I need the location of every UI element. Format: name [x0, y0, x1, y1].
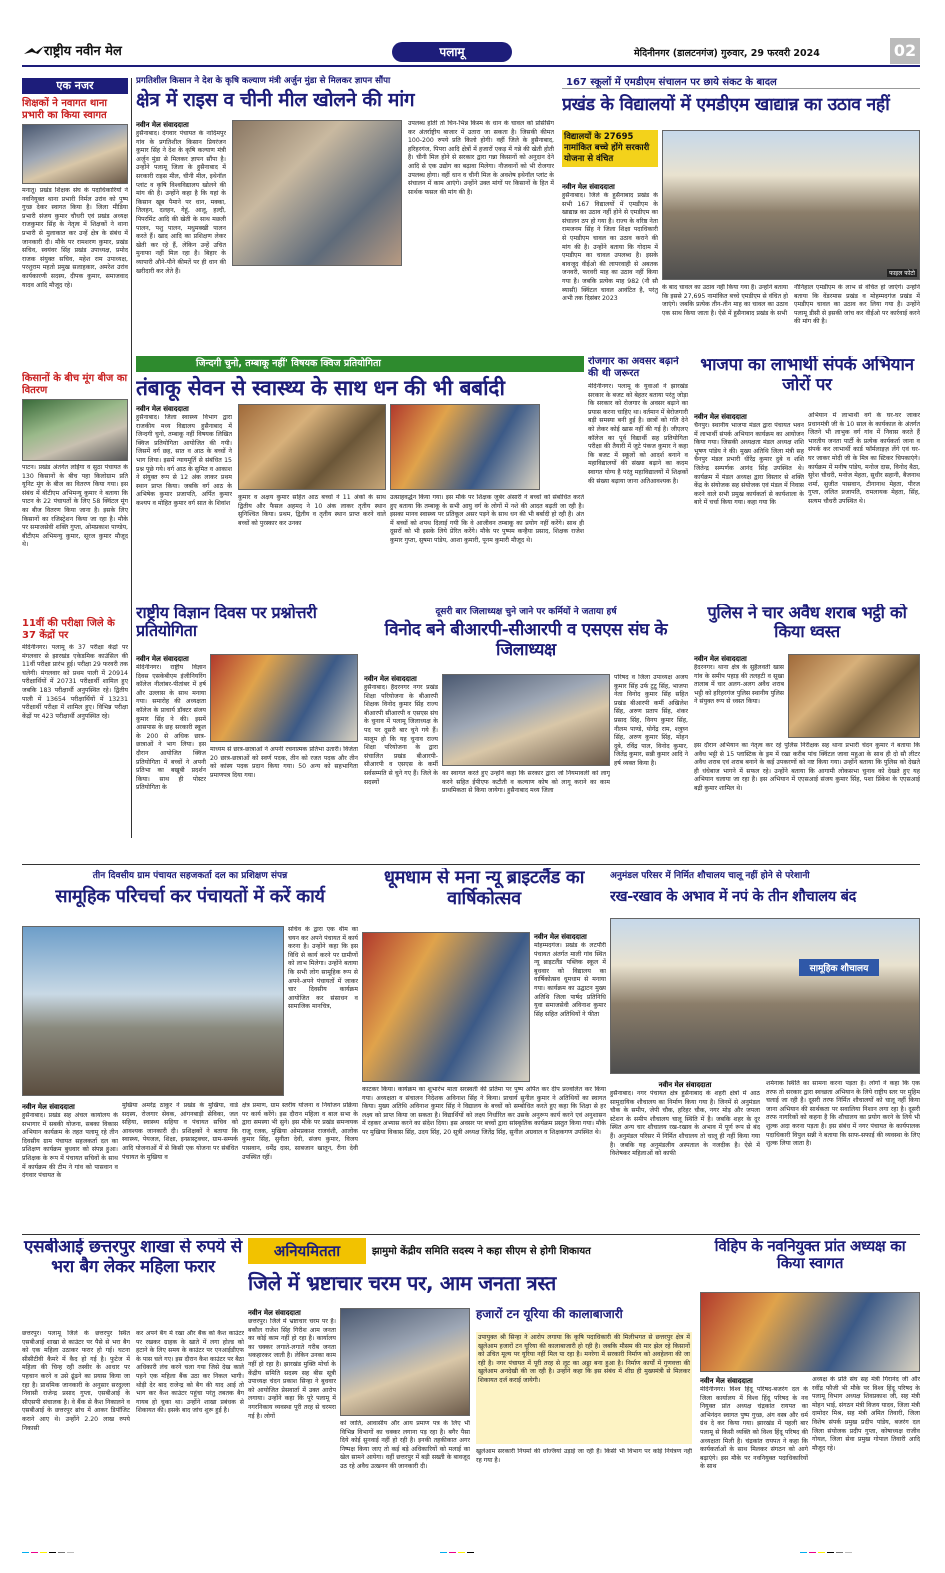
kisan-body-a-cont — [232, 270, 402, 344]
kisan-kicker: प्रगतिशील किसान ने देश के कृषि कल्याण मंत्री अर्जुन मुंडा से मिलकर ज्ञापन सौंपा — [136, 76, 391, 86]
tobacco-reporter: नवीन मेल संवाददाता — [136, 405, 189, 413]
tobacco-body-a: हुसैनाबाद। जिला स्वास्थ्य विभाग द्वारा राजकीय मध्य विद्यालय हुसैनाबाद में जिन्दगी चुनो, तम्बाकू नहीं विषयक लिखित क्विज प्रतियोगिता आयोजित की गयी। जिसमें वर्ग छह, सात व आठ के बच्चों ने भाग लिया। इसमें न्यायमूर्ति से संबंधित 15 प्रश्न पूछे गये। वर्ग आठ के सुमित व आकाश ने संयुक्त रूप से 12 अंक लाकर प्रथम स्थान प्राप्त किया। जबकि वर्ग आठ के अभिषेक कुमार प्रजापति, अर्पित कुमार कश्यप व मोहित कुमार वर्ग सात के शिवांश — [136, 414, 232, 507]
toilet-story — [610, 868, 920, 1232]
police-headline: पुलिस ने चार अवैध शराब भट्ठी को किया ध्वस्त — [707, 604, 907, 641]
registration-bar-right — [800, 1544, 920, 1553]
mdm-body-c: नौनिहाल एमडीएम के लाभ से वंचित हो जाएंगे। उन्होंने बताया कि वेंडरमास प्रखंड व मोहम्मदगंज प्रखंड में एमडीएम चावल का उठाव कर लिया गया है। उन्होंने पलामू डीसी से इसकी जांच कर वीईओ पर कार्रवाई करने की मांग की है। — [794, 284, 920, 326]
bjp-reporter: नवीन मेल संवाददाता — [694, 413, 747, 421]
brp-reporter: नवीन मेल संवाददाता — [364, 675, 417, 683]
police-reporter: नवीन मेल संवाददाता — [694, 655, 747, 663]
section-rule-2 — [22, 1234, 920, 1235]
science-photo — [210, 654, 358, 742]
registration-bar-center — [440, 1544, 510, 1553]
bjp-body-a: चैनपुर। स्थानीय भाजपा मंडल द्वारा पंचायत भवन में लाभार्थी संपर्क अभियान कार्यक्रम का आयोजन किया गया। जिसकी अध्यक्षता मंडल अध्यक्ष शशि भूषण पांडेय ने की। मुख्य अतिथि जिला मंत्री सह चैनपुर मंडल प्रभारी धीरेंद्र कुमार दुबे व शशि जितेन्द्र सम्पर्णक आनंद सिंह उपस्थित थे। कार्यक्रम में मंडल अध्यक्ष द्वारा विस्तार से शक्ति केंद्र के संयोजक सह संयोजक एवं मंडल में निवास करने वाले सभी प्रमुख कार्यकर्ता से कार्यशाला के बारे में चर्चा किया गया। कहा गया कि — [694, 422, 804, 507]
employment-story — [588, 356, 688, 600]
corruption-reporter: नवीन मेल संवाददाता — [248, 1309, 301, 1317]
left-story1-body: मनातू। प्रखंड शिक्षक संघ के पदाधिकारियों ने नवनियुक्त थाना प्रभारी निर्मल उरांव को पुष्प गुच्छ देकर स्वागत किया है। जिला मीडिया प्रभारी संजय कुमार चौधरी एवं प्रखंड अध्यक्ष राजकुमार सिंह के नेतृत्व में शिक्षकों ने थाना प्रभारी से मुलाकात कर उन्हें क्षेत्र के संबंध में जानकारी दी। मौके पर रामशरण कुमार, प्रखंड सचिव, स्वयंवर सिंह प्रखंड उपाध्यक्ष, प्रमोद राजक संयुक्त सचिव, महेश राम उपाध्यक्ष, परशुराम महतो प्रमुख सलाहकार, अमरेश उरांव कार्यकारणी सदस्य, दीपक कुमार, समाजवाद यादव आदि मौजूद रहे। — [22, 187, 128, 289]
column-rule — [131, 78, 132, 838]
vhp-photo — [700, 1292, 920, 1372]
brp-photo — [442, 674, 610, 766]
kisan-body-a: हुसैनाबाद। दंगवार पंचायत के नादिमपुर गांव के प्रगतिशील किसान प्रियरंजन कुमार सिंह ने देश के कृषि कल्याण मंत्री अर्जुन मुंडा से मिलकर ज्ञापन सौंपा है। उन्होंने पलामू जिला के हुसैनाबाद में सरकारी राइस मील, चीनी मील, इथेनॉल प्लांट व कृषि विश्वविद्यालय खोलने की मांग की है। उन्होंने कहा है कि यहां के किसान खूब पैमाने पर धान, मक्का, तिलहन, दलहन, गेहूं, आलू, हल्दी, पिपरमिंट आदि की खेती के साथ मछली पालन, पशु पालन, मधुमक्खी पालन करते हैं। खाद आदि का प्रशिक्षण लेकर खेती कर रहे हैं, लेकिन उन्हें उचित मुनाफा नहीं मिल रहा है। बिहार के व्यापारी औने-पौने कीमतें पर ही धान की खरीदारी कर लेते हैं। — [136, 130, 226, 275]
bjp-body-b: अभियान में लाभार्थी वर्ग के घर-घर जाकर प्रधानमंत्री जी के 10 साल के कार्यकाल के अंतर्गत जितने भी लाभुक वर्ग गांव में निवास करते हैं भारतीय जनता पार्टी के प्रत्येक कार्यकर्ता जाना व संपर्क कर लाभार्थी कार्ड फॉर्मलाइज़ लेंगे एवं घर-घर जाकर मोदी जी के मित्र का स्टिकर चिपकाएंगे। कार्यक्रम में मनीष पांडेय, मनोज दास, विनोद बैठा, सुरेश चौधरी, मनोज मेहता, सुधीर सहानी, बैजनाथ शर्मा, सुजीत पासवान, टीनानाथ मेहता, पीरज गुप्ता, ललित प्रजापति, रामलायक मेहता, सिंह, सत्यम चौधरी उपस्थित थे। — [808, 412, 920, 505]
vhp-reporter: नवीन मेल संवाददाता — [700, 1377, 753, 1385]
panchayat-body-b: हुसैनाबाद। प्रखंड सह अंचल कार्यालय के सभागार में सबकी योजना, सबका विकास अभियान कार्यक्रम के तहत पलामू रहे तीन दिवसीय ग्राम पंचायत सहजकर्ता दल का प्रशिक्षण कार्यक्रम बुधवार को संपन्न हुआ। प्रशिक्षक के रूप में पंचायत सचिवों के साथ में कार्यक्रम की टीम ने गांव को पासवान व दंगवार पंचायत के — [22, 1112, 118, 1180]
science-headline: राष्ट्रीय विज्ञान दिवस पर प्रश्नोत्तरी प्रतियोगिता — [136, 604, 317, 641]
mdm-story — [562, 74, 920, 352]
corruption-photo — [340, 1308, 470, 1416]
bjp-headline: भाजपा का लाभार्थी संपर्क अभियान जोरों पर — [700, 356, 914, 395]
toilet-kicker: अनुमंडल परिसर में निर्मित शौचालय चालू नहीं होने से परेशानी — [610, 871, 810, 881]
sbi-body-b: कर अपने बैग में रखा और बैंक को कैश काउंटर पर रखकर ग्राहक के खाते में लगा होल्ड को हटाने के लिए समय के काउंटर पर एनआईडीएफ के पास चले गए। इस दौरान कैश काउंटर पर बैठा अधिकारी लंच करने चला गया जिसे देख काले पहने एक महिला बैंक उठा कर निकल भागी। थोड़ी देर बाद राजेन्द्र को बैग की याद आई तो भाग कर कैश काउंटर पहुंचा परंतु तबतक बैग गायब हो चुका था। उन्होंने शाखा प्रबंधक से शिकायत की। इसके बाद जांच शुरू हुई है। — [136, 1330, 244, 1415]
mdm-headline: प्रखंड के विद्यालयों में एमडीएम खाद्यान्न का उठाव नहीं — [562, 95, 890, 115]
tobacco-headline: तंबाकू सेवन से स्वास्थ्य के साथ धन की भी बर्बादी — [136, 376, 505, 400]
police-photo — [788, 654, 920, 738]
section-rule — [22, 864, 920, 865]
sbi-story — [22, 1238, 244, 1528]
section-banner: पलामू — [392, 42, 512, 62]
brp-story — [364, 604, 688, 860]
registration-bar-left — [22, 1544, 142, 1553]
corruption-subhead: हजारों टन यूरिया की कालाबाजारी — [476, 1307, 623, 1321]
kisan-body-b: उपलब्ध होती तो चिन-भिन्न किस्म के धान के चावल को प्रोसेसिंग कर अंतर्राष्ट्रीय बाजार में उतारा जा सकता है। जिसकी कीमत 100-200 रुपये प्रति किलो होगी। वहीं जिले के हुसैनाबाद, हरिहरगंज, पिपरा आदि क्षेत्रों में हजारों एकड़ में गन्ने की खेती होती है। चीनी मिल होने से सरकार द्वारा गन्ना किसानों को अनुदान देने आदि से एक उद्योग का बढ़ावा मिलेगा। नौजवानों को भी रोजगार उपलब्ध होगा। वहीं धान व चीनी मिल के अवशेष इथेनॉल प्लांट के संचालन में काम आएंगे। उन्होंने उक्त मांगों पर किसानों के हित में सार्थक फसल की मांग की है। — [408, 120, 554, 196]
kisan-story — [136, 74, 554, 352]
corruption-body-b: को जाति, आवासीय और आय प्रमाण पत्र के लिए भी विभिन्न विभागों का चक्कर लगाना पड़ रहा है। बगैर पैसा दिये कोई सुनवाई नहीं हो रही है। इनकी तहकीकात अगर निष्पक्ष किया जाए तो कई बड़े अधिकारियों को मलाई का खेल सामने आयेगा। वहीं छत्तरपुर में बड़ी सख्ती के बावजूद उठ रहे अवैध उत्खनन की जानकारी दी। — [340, 1420, 470, 1470]
toilet-photo — [610, 918, 920, 1074]
panchayat-reporter: नवीन मेल संवाददाता — [22, 1103, 75, 1111]
vhp-story — [700, 1238, 920, 1528]
panchayat-photo — [22, 926, 284, 1096]
newbright-photo — [362, 932, 530, 1082]
panchayat-headline: सामूहिक परिचर्चा कर पंचायतों में करें कार्य — [55, 886, 325, 907]
newbright-reporter: नवीन मेल संवाददाता — [534, 933, 587, 941]
corruption-body-c: उपायुक्त श्री सिन्हा ने आरोप लगाया कि कृषि पदाधिकारी की मिलीभगत से छत्तरपुर क्षेत्र में खुलेआम हजारों टन यूरिया की कालाबाजारी हो रही है। जबकि मौसम की मार झेल रहे किसानों को उचित मूल्य पर यूरिया नहीं मिल पा रहा है। मनरेगा में सरकारी निर्माण को अवहेलना की जा रही है। नगर पंचायत में पूरी तरह से लूट का अड्डा बना हुआ है। निर्माण कार्यों में गुणवत्ता की खुलेआम अनदेखी की जा रही है। उन्होंने कहा कि इस संबंध में शीघ्र ही मुख्यमंत्री से मिलकर शिकायत दर्ज कराई जायेगी। — [476, 1332, 692, 1444]
toilet-sign: सामूहिक शौचालय — [799, 959, 879, 976]
left-story1-photo — [22, 124, 128, 184]
science-body-b: माध्यम से छात्र-छात्राओं ने अपनी रचनात्मक प्रतिभा उतारी। विजेता 20 छात्र-छात्राओं को स्वर्ण पदक, तीन को रजत पदक और तीन को कांस्य पदक प्रदान किया गया। 50 अन्य को सहभागिता प्रमाणपत्र दिया गया। — [210, 746, 358, 779]
panchayat-body-c: मुखिया अमरेंद्र ठाकुर ने प्रखंड के मुखिया, वार्ड सदस्य, रोजगार सेवक, आंगनबाड़ी सेविका, जल सहिया, स्वास्थ्य सहिया व पंचायत सचिव को आवश्यक जानकारी दी। प्रशिक्षकों ने बताया कि स्वास्थ्य, पेयजल, शिक्षा, इन्फ्रास्ट्रक्चर, ग्राम-सम्पर्क आदि योजनाओं में से किसी एक योजना पर संबंधित पंचायत के मुखिया व — [122, 1102, 238, 1161]
toilet-headline: रख-रखाव के अभाव में नपं के तीन शौचालय बंद — [610, 889, 856, 905]
newbright-headline: धूमधाम से मना न्यू ब्राइटलैंड का वार्षिकोत्सव — [383, 868, 585, 909]
toilet-body-a: हुसैनाबाद। नगर पंचायत क्षेत्र हुसैनाबाद के शहरी क्षेत्रों में आठ सामुदायिक शौचालय का निर्माण किया गया है। जिनमें से अनुमंडल चौक के समीप, जेपी चौक, हरिहर चौक, नगर मोड़ और जपला स्टेशन के समीप शौचालय चालू स्थिति में है। जबकि शहर के दूर स्थित अन्य चार शौचालय रख-रखाव के अभाव में पूर्ण रूप से बंद हैं। अनुमंडल परिसर में निर्मित शौचालय तो चालू ही नहीं किया गया है। जबकि यह अनुमंडलीय अस्पताल के नजदीक है। ऐसे में विशेषकर महिलाओं को काफी — [610, 1090, 760, 1158]
kisan-photo — [232, 120, 402, 266]
newbright-body-b: काटकर किया। कार्यक्रम का शुभारंभ माता सरस्वती की प्रतिमा पर पुष्प अर्पित कर दीप प्रज्वलित कर किया गया। अध्यक्षता व संचालन निदेशक अविनाश सिंह ने किया। प्राचार्य सुनील कुमार ने अतिथियों का स्वागत किया। मुख्य अतिथि अविनाश कुमार सिंह ने विद्यालय के बच्चों को सम्बोधित करते हुए कहा कि शिक्षा से हर लक्ष्य को प्राप्त किया जा सकता है। विद्यार्थियों को लक्ष्य निर्धारित कर उसके अनुरूप कार्य करने एवं अनुशासन में रहकर अभ्यास करने का संदेश दिया। इस अवसर पर बच्चों द्वारा सांस्कृतिक कार्यक्रम प्रस्तुत किया गया। मौके पर मुखिया विकास सिंह, उदय सिंह, 20 सूत्री अध्यक्ष जितेंद्र सिंह, सुनील अग्रवाल व शिक्षकगण उपस्थित थे। — [362, 1086, 606, 1136]
tobacco-photo-2 — [390, 404, 540, 490]
employment-headline: रोजगार का अवसर बढ़ाने की थी जरूरत — [588, 356, 679, 379]
vhp-body-a: मेदिनीनगर। विश्व हिंदू परिषद-बजरंग दल के जिला कार्यालय में विश्व हिंदू परिषद के नव नियुक्त प्रांत अध्यक्ष चंद्रकांत रायपत का अभिनंदन स्वागत पुष्प गुच्छ, अंग वस्त्र और धर्म ग्रंथ दे कर किया गया। झारखंड में पहली बार पलामू से किसी व्यक्ति को विश्व हिंदू परिषद की अध्यक्षता मिली है। चंद्रकांत रायपत ने कहा कि कार्यकर्ताओं के साथ मिलकर संगठन को आगे बढ़ाएंगे। इस मौके पर नवनियुक्त पदाधिकारियों के साथ — [700, 1386, 808, 1471]
kisan-headline: क्षेत्र में राइस व चीनी मील खोलने की मांग — [136, 89, 415, 111]
paper-name: राष्ट्रीय नवीन मेल — [44, 44, 122, 59]
toilet-reporter: नवीन मेल संवाददाता — [658, 1081, 712, 1089]
newbright-story — [362, 868, 606, 1232]
brp-body-b: का स्वागत करते हुए उन्होंने कहा कि सरकार द्वारा जो नियमावली को लागू करने सहित ईपीएफ कटौती व कल्याण कोष को लागू कराने का काम प्राथमिकता से किया जायेगा। हुसैनाबाद मध्य जिला — [442, 770, 610, 795]
tobacco-photo-1 — [238, 404, 386, 490]
kisan-reporter: नवीन मेल संवाददाता — [136, 121, 189, 129]
edition-date: मेदिनीनगर (डालटनगंज) गुरुवार, 29 फरवरी 2024 — [634, 48, 820, 59]
panchayat-kicker: तीन दिवसीय ग्राम पंचायत सहजकर्ता दल का प्रशिक्षण संपन्न — [92, 871, 288, 881]
science-reporter: नवीन मेल संवाददाता — [136, 655, 189, 663]
bjp-story — [694, 356, 920, 600]
toilet-body-b: शर्मनाक स्थिति का सामना करना पड़ता है। लोगों ने कहा कि एक तरफ तो सरकार द्वारा स्वच्छता अभियान के लिये राष्ट्रीय स्तर पर मुहिम चलाई जा रही है। दूसरी तरफ निर्मित शौचालयों को चालू नहीं किया जाना अभियान की सार्थकता पर सवालिया निशान लगा रहा है। दूसरी तरफ नागरिकों को कहना है कि शौचालय का प्रयोग करने के लिये भी शुल्क अदा करना पड़ता है। इस संबंध में नगर पंचायत के कार्यपालक पदाधिकारी विपुल सन्नी ने बताया कि साफ-सफाई की व्यवस्था के लिए शुल्क लिया जाता है। — [766, 1080, 920, 1148]
corruption-body-a: छत्तरपुर। जिले में भ्रष्टाचार चरम पर है। बकौल राजेश सिंह गिरीश आम जनता का कोई काम नहीं हो रहा है। कार्यालय का चक्कर लगाते-लगाते गरीब जनता थकहारकर जाती है। लेकिन उनका काम नहीं हो रहा है। झारखंड मुक्ति मोर्चा के केंद्रीय समिति सदस्य सह बीस सूत्री उपाध्यक्ष चंदन प्रकाश सिन्हा ने बुधवार को आयोजित प्रेसवार्ता में उक्त आरोप लगाया। उन्होंने कहा कि पूरे पलामू में नगरनिकाय व्यवस्था पूरी तरह से चरमरा गई है। लोगों — [248, 1318, 336, 1420]
corruption-story — [248, 1238, 692, 1528]
mdm-highlight: विद्यालयों के 27695 नामांकित बच्चे होंगे सरकारी योजना से वंचित — [562, 130, 658, 167]
brp-headline: विनोद बने बीआरपी-सीआरपी व एसएस संघ के जिलाध्यक्ष — [384, 620, 668, 660]
mdm-body-a: हुसैनाबाद। जिले के हुसैनाबाद प्रखंड के सभी 167 विद्यालयों में एमडीएम के खाद्यान्न का उठाव नहीं होने से एमडीएम का संचालन ठप हो गया है। राज्य के वरिष्ठ नेता रामजनम सिंह ने जिला शिक्षा पदाधिकारी से एमडीएम चावल का उठाव कराने की मांग की है। उन्होंने बताया कि गोदाम में एमडीएम का चावल उपलब्ध है। इसके बावजूद वीईओ की लापरवाही से अबतक जनवरी, फरवरी माह का उठाव नहीं किया गया है। जबकि प्रत्येक माह 982 (नौ सौ ब्यासी) क्विंटल चावल आवंटित है, परंतु अभी तक दिसंबर 2023 — [562, 192, 658, 303]
science-body-a: मेदिनीनगर। राष्ट्रीय विज्ञान दिवस एसकेबीएम इंजीनियरिंग कॉलेज नीलांबर-पीतांबर में हर्ष और उल्लास के साथ मनाया गया। समारोह की अध्यक्षता कॉलेज के प्राचार्य डॉक्टर संजय कुमार सिंह ने की। इसमें आसपास के छह सरकारी स्कूल के 200 से अधिक छात्र-छात्राओं ने भाग लिया। इस दौरान आयोजित क्विज प्रतियोगिता में बच्चों ने अपनी प्रतिभा का बखूबी प्रदर्शन किया। साथ ही पोस्टर प्रतियोगिता के — [136, 664, 206, 792]
tobacco-body-c: उत्साहवर्द्धन किया गया। इस मौके पर शिक्षक जुबेर अंसारी ने बच्चों को संबोधित करते हुए बताया कि तम्बाकू के सभी आयु वर्ग के लोगों में नशे की आदत बढ़ती जा रही है। इसका मानव स्वास्थ्य पर प्रतिकूल असर पड़ने के साथ धन की भी बर्बादी हो रही है। अंत में बच्चों को शपथ दिलाई गयी कि वे आजीवन तम्बाकू का प्रयोग नहीं करेंगे। साथ ही दूसरों को भी इसके लिये प्रेरित करेंगे। मौके पर पुष्पम कन्हैया प्रसाद, शिक्षक राजेश कुमार गुप्ता, सुषमा पांडेय, आशा कुमारी, पूनम कुमारी मौजूद थे। — [390, 494, 584, 544]
left-column — [22, 78, 128, 838]
vhp-body-b: अध्यक्ष के प्रति संघ सह मंत्री गिरानंद जी और रवींद्र फौजी भी मौके पर विश्व हिंदू परिषद के पलामू विभाग अध्यक्ष शिवप्रकाश जी, सह मंत्री मोहन भाई, संगठन मंत्री विजय यादव, जिला मंत्री दामोदर मिश्र, सह मंत्री अमित तिवारी, जिला विशेष संपर्क प्रमुख प्रदीप पांडेय, बजरंग दल जिला संयोजक प्रदीप गुप्ता, कोषाध्यक्ष राजीव गोयल, जिला सेवा प्रमुख गोपाल तिवारी आदि मौजूद रहे। — [812, 1376, 920, 1452]
vhp-headline: विहिप के नवनियुक्त प्रांत अध्यक्ष का किया स्वागत — [714, 1238, 906, 1273]
police-body-a: हैदरनगर। थाना क्षेत्र के सुहैलवती खास गांव के समीप पहाड़ की तलहटी व सूखा तालाब में चार अलग-अलग अवैध शराब भट्ठी को हरिहरगंज पुलिस स्थानीय पुलिस ने संयुक्त रूप से ध्वस्त किया। — [694, 664, 784, 706]
mdm-reporter: नवीन मेल संवाददाता — [562, 183, 615, 191]
left-story3-body: मेदिनीनगर। पलामू के 37 परीक्षा केंद्रों पर मंगलवार से झारखंड एकेडमिक काउंसिल की 11वीं परीक्षा प्रारंभ हुई। परीक्षा 29 फरवरी तक चलेगी। मंगलवार को प्रथम पाली में 20914 परीक्षार्थियों में 20731 परीक्षार्थी शामिल हुए जबकि 183 परीक्षार्थी अनुपस्थित रहे। द्वितीय पाली में 13654 परीक्षार्थियों में 13231 परीक्षार्थी परीक्षा में शामिल हुए। विभिन्न परीक्षा केंद्रों पर 423 परीक्षार्थी अनुपस्थित रहे। — [22, 644, 128, 720]
tobacco-body-b: कुमार व अक्षय कुमार सहित आठ बच्चों ने 11 अंकों के साथ द्वितीय और फैसल अहमद ने 10 अंक लाकर तृतीय स्थान सुनिश्चित किया। प्रथम, द्वितीय व तृतीय स्थान प्राप्त करने वाले बच्चों को पुरस्कार कर उनका — [238, 494, 386, 527]
left-story2-title: किसानों के बीच मूंग बीज का वितरण — [22, 373, 128, 396]
mdm-body-b: के बाद चावल का उठाव नहीं किया गया है। उन्होंने बताया कि इससे 27,695 नामांकित बच्चे एमडीएम से वंचित हो जाएंगे। जबकि प्रत्येक तीन-तीन माह का चावल का उठाव एक साथ किया जाता है। ऐसे में हुसैनाबाद प्रखंड के सभी — [662, 284, 788, 317]
bird-logo-icon — [24, 43, 44, 55]
sbi-headline: एसबीआई छत्तरपुर शाखा से रुपये से भरा बैग लेकर महिला फरार — [24, 1238, 242, 1277]
sbi-body-a: छत्तरपुर। पलामू जिले के छत्तरपुर स्थित एसबीआई शाखा से काउंटर पर पैसे से भरा बैग को एक महिला उठाकर फरार हो गई। घटना सीसीटीवी कैमरे में कैद हो गई है। फुटेज में महिला की चिन्ह रही तस्वीर के आधार पर पहचान करने व उसे ढूंढने का प्रयास किया जा रहा है। प्राथमिक जानकारी के अनुसार सरदुल्ला निवासी राजेन्द्र प्रसाद गुप्ता, एसबीआई के सीएसपी संचालक है। वे बैंक से कैश निकालने व एसबीआई के छत्तरपुर ब्रांच में आकर डिपॉजिट कराने आए थे। उन्होंने 2.20 लाख रुपये निकासी — [22, 1330, 130, 1432]
brp-kicker: दूसरी बार जिलाध्यक्ष चुने जाने पर कर्मियों ने जताया हर्ष — [435, 607, 617, 617]
page-number: 02 — [890, 38, 920, 64]
mdm-photo — [662, 130, 920, 280]
panchayat-story — [22, 868, 358, 1232]
masthead-rule — [22, 65, 920, 67]
brp-body-c: परिषद व जिला उपाध्यक्ष अजय कुमार सिंह उर्फ टुटू सिंह, भाजपा नेता विनोद कुमार सिंह सहित प्रखंड बीआरपी कर्मी अखिलेश सिंह, अरुण प्रताप सिंह, शंकर प्रसाद सिंह, विनय कुमार सिंह, नीलम पाण्डे, योगेंद्र राम, शत्रुघ्न सिंह, अरुण कुमार सिंह, मोहन दुबे, रविंद्र पाल, विनोद कुमार, जितेंद्र कुमार, सन्नी कुमार आदि ने हर्ष व्यक्त किया है। — [614, 674, 688, 767]
left-story2-body: पाटन। प्रखंड अंतर्गत लोईंगा व सुठा पंचायत के 130 किसानों के बीच पहा किलोग्राम प्रति यूनिट मूंग के बीज का वितरण किया गया। इस संबंध में बीटीएम अभिमन्यु कुमार ने बताया कि पाटन के 22 पंचायतों के लिए 58 क्विंटल मूंग का बीज वितरण किया जाना है। इसके लिए किसानों का रजिस्ट्रेशन किया जा रहा है। मौके पर समाजसेवी शक्ति गुप्ता, ओमप्रकाश पाण्डेय, बीटीएम अभिमन्यु कुमार, सूरज कुमार मौजूद थे। — [22, 464, 128, 549]
brp-body-a: हुसैनाबाद। हैदरनगर नगर प्रखंड शिक्षा परियोजना के बीआरपी शिक्षक विनोद कुमार सिंह राज्य बीआरपी सीआरपी व एसएस संघ के चुनाव में पलामू जिलाध्यक्ष के पद पर दूसरी बार चुने गये हैं। मालूम हो कि यह चुनाव राज्य शिक्षा परियोजना के द्वारा संचालित प्रखंड बीआरपी-सीआरपी व एसएस के कर्मी सर्वसम्मति से चुने गए हैं। जिले के सदस्यों — [364, 684, 438, 786]
left-story2-photo — [22, 399, 128, 461]
police-body-b: इस दौरान अभियान का नेतृत्व कर रहे पुलिस निरीक्षक सह थाना प्रभारी चंदन कुमार ने बताया कि अवैध भट्टी से 15 प्लास्टिक के ड्रम में रखा करीब पांच क्विंटल जावा महुआ के साथ ही दो सौ लीटर अवैध शराब एवं शराब बनाने के कई उपकरणों को नष्ट किया गया। उन्होंने बताया कि पुलिस को देखते ही धंधेबाज भागने में सफल रहे। उन्होंने बताया कि आगामी लोकसभा चुनाव को देखते हुए यह अभियान चलाया जा रहा है। इस अभियान में एएसआई संजय कुमार सिंह, पशा प्रिंकेश के एएसआई बद्री कुमार शामिल थे। — [694, 742, 920, 792]
science-story — [136, 604, 358, 860]
police-story — [694, 604, 920, 860]
mdm-kicker: 167 स्कूलों में एमडीएम संचालन पर छाये संकट के बादल — [562, 74, 920, 89]
panchayat-body-d: क्षेत्र प्रमाण, ग्राम स्तरीय योजना व नियोजन प्रक्रिया पर कार्य करेंगे। इस दौरान महिला व बाल सभा के द्वारा समस्या भी सुने। इस मौके पर प्रखंड समन्वयक राजू रजक, मुखिया ओमप्रकाश राजवंशी, आलोक कुमार सिंह, सुनीता देवी, संजय कुमार, विजय पासवान, धर्मेंद्र दास, साबजान खातून, रीना देवी उपस्थित रहीं। — [242, 1102, 358, 1161]
masthead — [22, 38, 920, 68]
left-column-header: एक नजर — [22, 78, 128, 94]
newbright-body-a: मोहम्मदगंज। प्रखंड के लटपौरी पंचायत अंतर्गत माली गांव स्थित न्यू ब्राइटलैंड पब्लिक स्कूल में बुधवार को विद्यालय का वार्षिकोत्सव धूमधाम से मनाया गया। कार्यक्रम का उद्घाटन मुख्य अतिथि जिला पार्षद प्रतिनिधि युवा समाजसेवी अविनाश कुमार सिंह सहित अतिथियों ने फीता — [534, 942, 606, 1018]
tobacco-story — [136, 356, 584, 600]
left-story3-title: 11वीं की परीक्षा जिले के 37 केंद्रों पर — [22, 618, 115, 641]
tobacco-kicker: जिन्दगी चुनो, तम्बाकू नहीं' विषयक क्विज प्रतियोगिता — [136, 356, 584, 372]
corruption-headline: जिले में भ्रष्टाचार चरम पर, आम जनता त्रस्त — [248, 1271, 556, 1295]
corruption-label: अनियमितता — [248, 1238, 366, 1264]
corruption-kicker: झामुमो केंद्रीय समिति सदस्य ने कहा सीएम से होगी शिकायत — [372, 1246, 591, 1257]
employment-body: मेदिनीनगर। पलामू के युवाओं ने झारखंड सरकार के बजट को बेहतर बताया परंतु जोड़ा कि सरकार को रोजगार के अवसर बढ़ाने का प्रयास करना चाहिए था। वर्तमान में बेरोजगारी बड़ी समस्या बनी हुई है। छात्रों को गति देने को लेकर कोई खास नहीं की गई है। जीएलए कॉलेज का पूर्व विद्यार्थी सह प्रतियोगिता परीक्षा की तैयारी में जुटे पंकज कुमार ने कहा कि बजट में स्कूलों को आदर्श बनाने व महाविद्यालयों की संख्या बढ़ाने का कदम स्वागत योग्य है परंतु महाविद्यालयों में शिक्षकों की संख्या बढ़ाया जाना अतिआवश्यक है। — [588, 383, 688, 485]
corruption-body-d: खुलेआम सरकारी नियमों की धज्जियां उड़ाई जा रही हैं। किसी भी विभाग पर कोई नियंत्रण नहीं रह गया है। — [476, 1448, 692, 1464]
left-story1-title: शिक्षकों ने नवागत थाना प्रभारी का किया स्वागत — [22, 98, 107, 121]
mdm-photo-caption: फाइल फोटो — [889, 270, 915, 277]
panchayat-body-a: सचिव के द्वारा एक थीम का चयन कर अपने पंचायत में कार्य करना है। उन्होंने कहा कि इस विधि से कार्य करने पर ग्रामीणों को लाभ मिलेगा। उन्होंने बताया कि सभी लोग सामूहिक रूप से अपने-अपने पंचायतों में जाकर चार दिवसीय कार्यक्रम आयोजित कर संसाधन व सामाजिक मानचित्र, — [288, 926, 358, 1011]
